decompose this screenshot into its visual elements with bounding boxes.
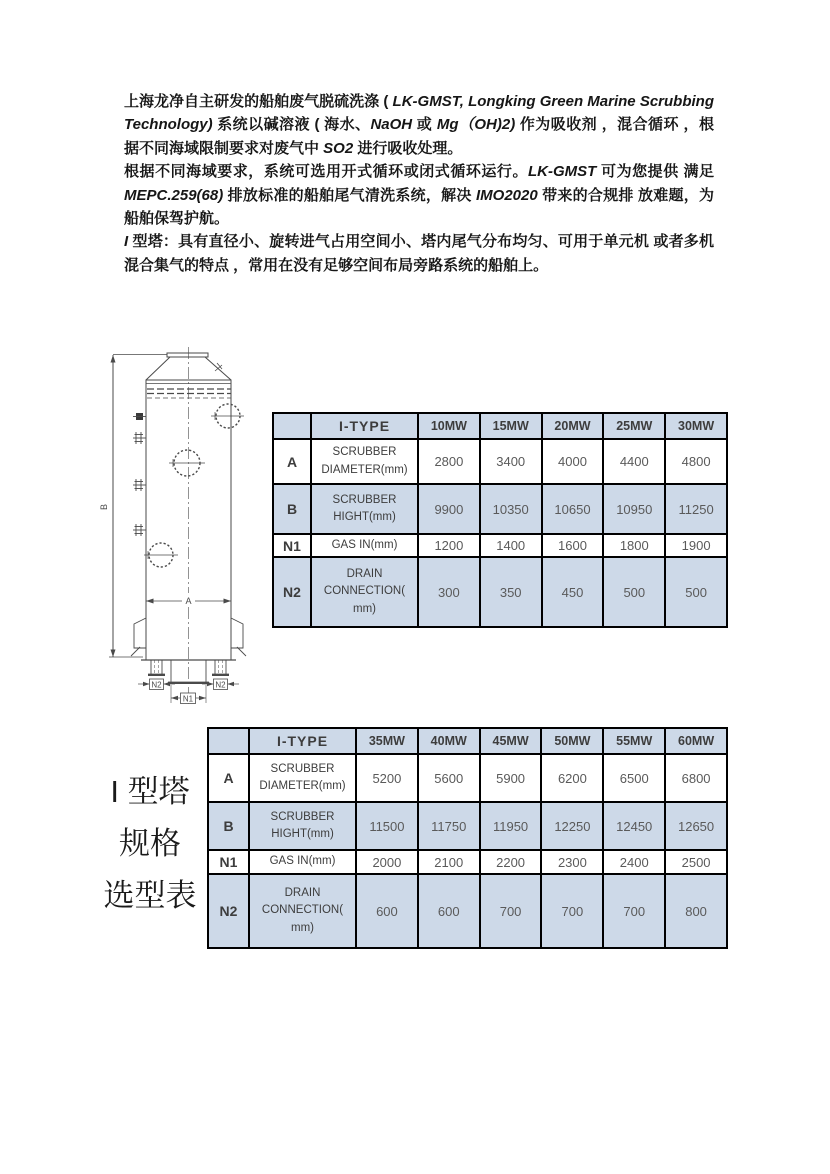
paragraph-i-type-tower xyxy=(124,230,714,277)
table-row xyxy=(273,484,727,534)
paragraph-technology xyxy=(124,90,714,160)
value-cell: 1800 xyxy=(603,534,665,557)
gas-inlet-nozzle xyxy=(168,660,209,704)
scrubber-tower-drawing xyxy=(95,335,255,715)
paragraph-text: 可为您提供 满足 xyxy=(596,163,714,181)
value-cell: 300 xyxy=(418,557,480,627)
corner-cell xyxy=(208,728,249,754)
value-cell: 2300 xyxy=(541,850,603,874)
nozzle-n2-left-label: N2 xyxy=(151,680,162,690)
table-row xyxy=(208,850,727,874)
spec-table-35-60mw xyxy=(207,727,728,949)
value-cell: 2500 xyxy=(665,850,727,874)
side-nozzles xyxy=(133,413,146,536)
manhole-port-lower xyxy=(144,543,178,567)
table-row xyxy=(208,754,727,802)
table-title-cell: I-TYPE xyxy=(311,413,418,439)
dimension-b-label: B xyxy=(99,503,109,511)
row-label-cell: SCRUBBER HIGHT(mm) xyxy=(311,484,418,534)
value-cell: 500 xyxy=(665,557,727,627)
value-cell: 6800 xyxy=(665,754,727,802)
table-title-cell: I-TYPE xyxy=(249,728,356,754)
value-cell: 1400 xyxy=(480,534,542,557)
table-row xyxy=(273,557,727,627)
paragraph-text: 排放标准的船舶尾气清洗系统，解决 xyxy=(223,186,476,204)
table-row xyxy=(273,439,727,484)
row-key-cell: N2 xyxy=(273,557,311,627)
value-cell: 700 xyxy=(603,874,665,948)
column-header-cell: 60MW xyxy=(665,728,727,754)
paragraph-text-latin: MEPC.259(68) xyxy=(124,186,224,204)
manhole-port-upper-right xyxy=(211,404,244,428)
corner-cell xyxy=(273,413,311,439)
intro-text xyxy=(124,90,714,277)
paragraph-text-latin: Mg（OH)2) xyxy=(436,116,516,134)
value-cell: 3400 xyxy=(480,439,542,484)
row-key-cell: N1 xyxy=(273,534,311,557)
value-cell: 12250 xyxy=(541,802,603,850)
paragraph-text: 或 xyxy=(412,116,437,134)
caption-line: 选型表 xyxy=(103,878,197,913)
value-cell: 2400 xyxy=(603,850,665,874)
paragraph-text: 上海龙净自主研发的船舶废气脱硫洗涤 ( xyxy=(124,93,393,110)
value-cell: 10650 xyxy=(542,484,604,534)
value-cell: 11750 xyxy=(418,802,480,850)
value-cell: 1600 xyxy=(542,534,604,557)
paragraph-text: 型塔：具有直径小、旋转进气占用空间小、塔内尾气分布均匀、可用于单元机 或者多机混合集气的特点 ，常用在没有足够空间布局旁路系统的船舶上。 xyxy=(124,233,714,274)
value-cell: 5900 xyxy=(480,754,542,802)
value-cell: 11500 xyxy=(356,802,418,850)
value-cell: 10350 xyxy=(480,484,542,534)
paragraph-text: 进行吸收处理。 xyxy=(353,139,463,157)
spec-table-10-30mw xyxy=(272,412,728,628)
paragraph-text-latin: IMO2020 xyxy=(476,186,538,204)
paragraph-text-latin: LK-GMST xyxy=(528,163,597,181)
value-cell: 700 xyxy=(480,874,542,948)
value-cell: 450 xyxy=(542,557,604,627)
row-key-cell: N1 xyxy=(208,850,249,874)
value-cell: 1900 xyxy=(665,534,727,557)
dimension-a-label: A xyxy=(185,596,192,606)
column-header-cell: 10MW xyxy=(418,413,480,439)
row-key-cell: B xyxy=(273,484,311,534)
row-label-cell: GAS IN(mm) xyxy=(311,534,418,557)
row-label-cell: SCRUBBER DIAMETER(mm) xyxy=(249,754,356,802)
value-cell: 12450 xyxy=(603,802,665,850)
value-cell: 6200 xyxy=(541,754,603,802)
row-label-cell: DRAIN CONNECTION( mm) xyxy=(311,557,418,627)
value-cell: 4000 xyxy=(542,439,604,484)
manhole-port-middle xyxy=(169,450,205,476)
paragraph-text: 带来的合规排 放难题，为船舶保驾护航。 xyxy=(124,186,714,228)
value-cell: 700 xyxy=(541,874,603,948)
drain-nozzle-right xyxy=(202,660,239,690)
value-cell: 600 xyxy=(356,874,418,948)
column-header-cell: 45MW xyxy=(480,728,542,754)
column-header-cell: 35MW xyxy=(356,728,418,754)
row-label-cell: DRAIN CONNECTION( mm) xyxy=(249,874,356,948)
value-cell: 800 xyxy=(665,874,727,948)
column-header-cell: 55MW xyxy=(603,728,665,754)
value-cell: 500 xyxy=(603,557,665,627)
row-key-cell: N2 xyxy=(208,874,249,948)
value-cell: 4800 xyxy=(665,439,727,484)
caption-line: 规格 xyxy=(119,826,181,861)
value-cell: 11950 xyxy=(480,802,542,850)
value-cell: 2800 xyxy=(418,439,480,484)
paragraph-text: 根据不同海域要求，系统可选用开式循环或闭式循环运行。 xyxy=(124,163,529,181)
nozzle-n2-right-label: N2 xyxy=(215,680,226,690)
column-header-cell: 20MW xyxy=(542,413,604,439)
value-cell: 12650 xyxy=(665,802,727,850)
value-cell: 11250 xyxy=(665,484,727,534)
column-header-cell: 30MW xyxy=(665,413,727,439)
value-cell: 600 xyxy=(418,874,480,948)
paragraph-text: 作为吸收剂 ，混合循环 ，根据不同海域限制要求对废气中 xyxy=(124,116,714,157)
value-cell: 10950 xyxy=(603,484,665,534)
row-label-cell: SCRUBBER DIAMETER(mm) xyxy=(311,439,418,484)
value-cell: 2000 xyxy=(356,850,418,874)
table-row xyxy=(273,534,727,557)
value-cell: 5200 xyxy=(356,754,418,802)
paragraph-text-latin: NaOH xyxy=(370,116,413,134)
nozzle-n1-label: N1 xyxy=(182,694,194,704)
value-cell: 2200 xyxy=(480,850,542,874)
value-cell: 1200 xyxy=(418,534,480,557)
table-row xyxy=(208,874,727,948)
value-cell: 4400 xyxy=(603,439,665,484)
row-key-cell: A xyxy=(273,439,311,484)
value-cell: 2100 xyxy=(418,850,480,874)
value-cell: 350 xyxy=(480,557,542,627)
paragraph-text-latin: LK-GMST, Longking Green Marine Scrubbing Technology) xyxy=(124,93,714,134)
row-key-cell: B xyxy=(208,802,249,850)
paragraph-text-latin: SO2 xyxy=(323,139,354,157)
table-row xyxy=(208,802,727,850)
value-cell: 6500 xyxy=(603,754,665,802)
value-cell: 5600 xyxy=(418,754,480,802)
caption-line: I 型塔 xyxy=(110,774,190,809)
row-label-cell: SCRUBBER HIGHT(mm) xyxy=(249,802,356,850)
table-side-caption xyxy=(92,766,208,922)
row-key-cell: A xyxy=(208,754,249,802)
column-header-cell: 40MW xyxy=(418,728,480,754)
row-label-cell: GAS IN(mm) xyxy=(249,850,356,874)
column-header-cell: 50MW xyxy=(541,728,603,754)
column-header-cell: 25MW xyxy=(603,413,665,439)
paragraph-text: 系统以碱溶液 ( 海水、 xyxy=(212,116,371,134)
column-header-cell: 15MW xyxy=(480,413,542,439)
paragraph-text-latin: I xyxy=(124,233,133,251)
value-cell: 9900 xyxy=(418,484,480,534)
drain-nozzle-left xyxy=(138,660,175,690)
paragraph-compliance xyxy=(124,160,714,230)
